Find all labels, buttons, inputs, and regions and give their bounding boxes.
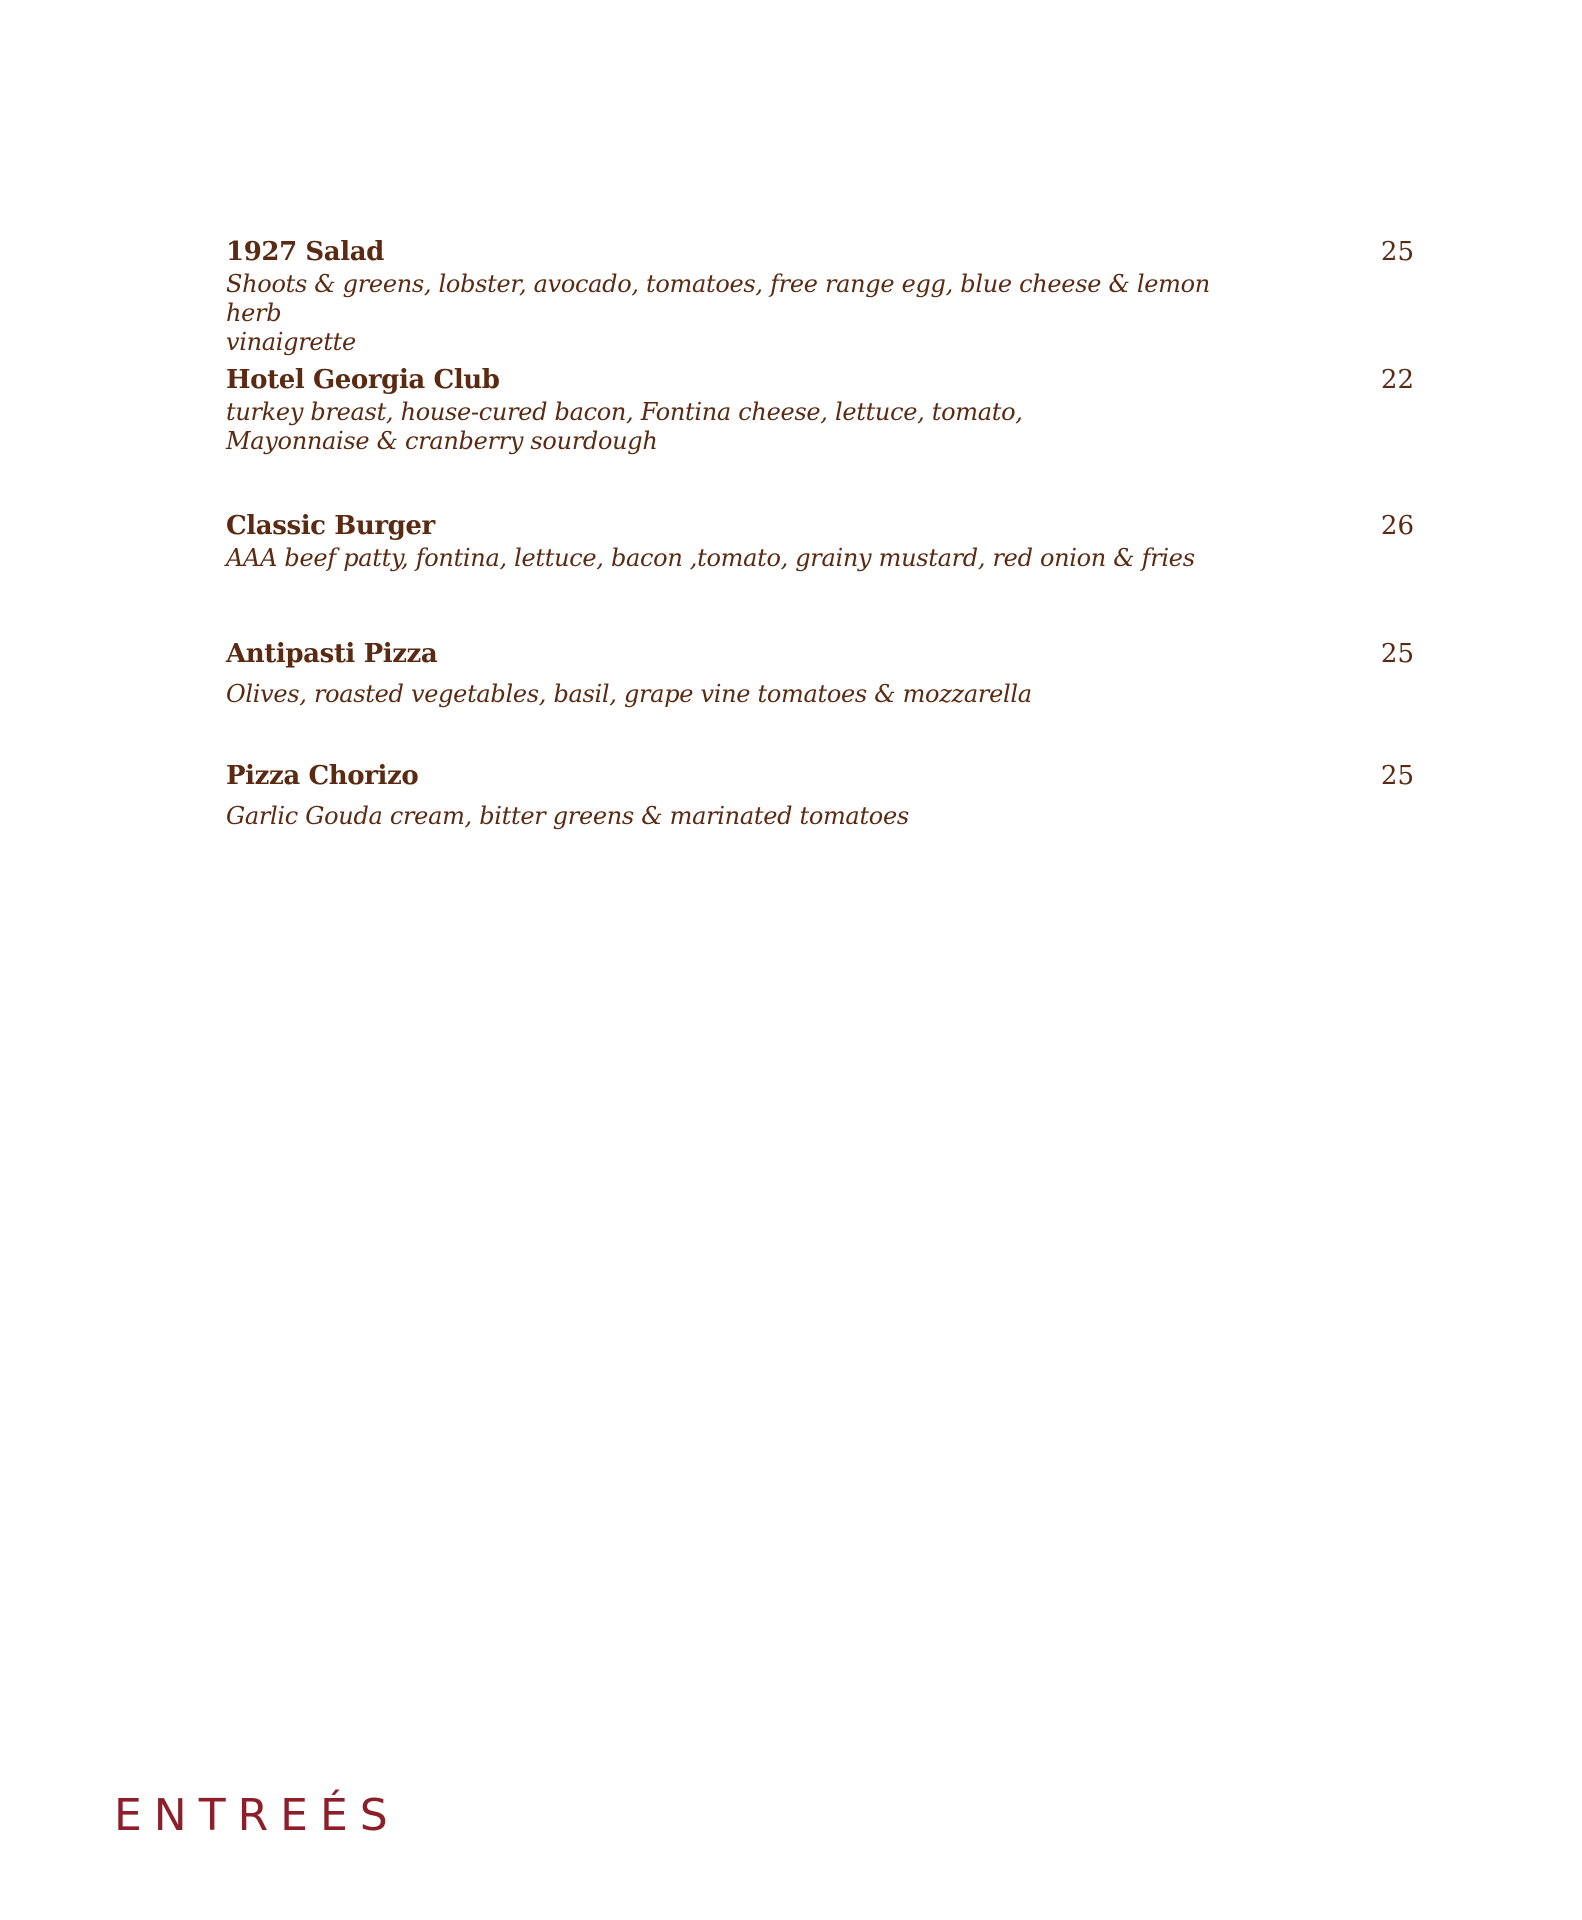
item-description: Mayonnaise & cranberry sourdough	[226, 427, 658, 455]
section-title: ENTREÉS	[114, 1790, 400, 1841]
menu-item	[226, 234, 1414, 357]
item-price: 25	[1380, 237, 1414, 267]
item-description: Garlic Gouda cream, bitter greens & marinated tomatoes	[226, 802, 909, 830]
item-price: 25	[1380, 639, 1414, 669]
item-description: turkey breast, house-cured bacon, Fontina cheese, lettuce, tomato,	[226, 398, 1023, 426]
item-name: Antipasti Pizza	[226, 639, 438, 669]
item-name: 1927 Salad	[226, 237, 384, 267]
item-name: Hotel Georgia Club	[226, 365, 500, 395]
menu-item	[226, 362, 1414, 456]
item-description: Olives, roasted vegetables, basil, grape vine tomatoes & mozzarella	[226, 680, 1032, 708]
item-name: Classic Burger	[226, 511, 435, 541]
item-price: 26	[1380, 511, 1414, 541]
item-price: 22	[1380, 365, 1414, 395]
item-name: Pizza Chorizo	[226, 761, 419, 791]
menu-item	[226, 508, 1414, 573]
item-description: Shoots & greens, lobster, avocado, tomatoes, free range egg, blue cheese & lemon herb	[226, 270, 1210, 327]
item-price: 25	[1380, 761, 1414, 791]
menu-item	[226, 758, 1414, 831]
menu-item	[226, 636, 1414, 709]
item-description: AAA beef patty, fontina, lettuce, bacon ,tomato, grainy mustard, red onion & fries	[226, 544, 1195, 572]
item-description: vinaigrette	[226, 328, 356, 356]
